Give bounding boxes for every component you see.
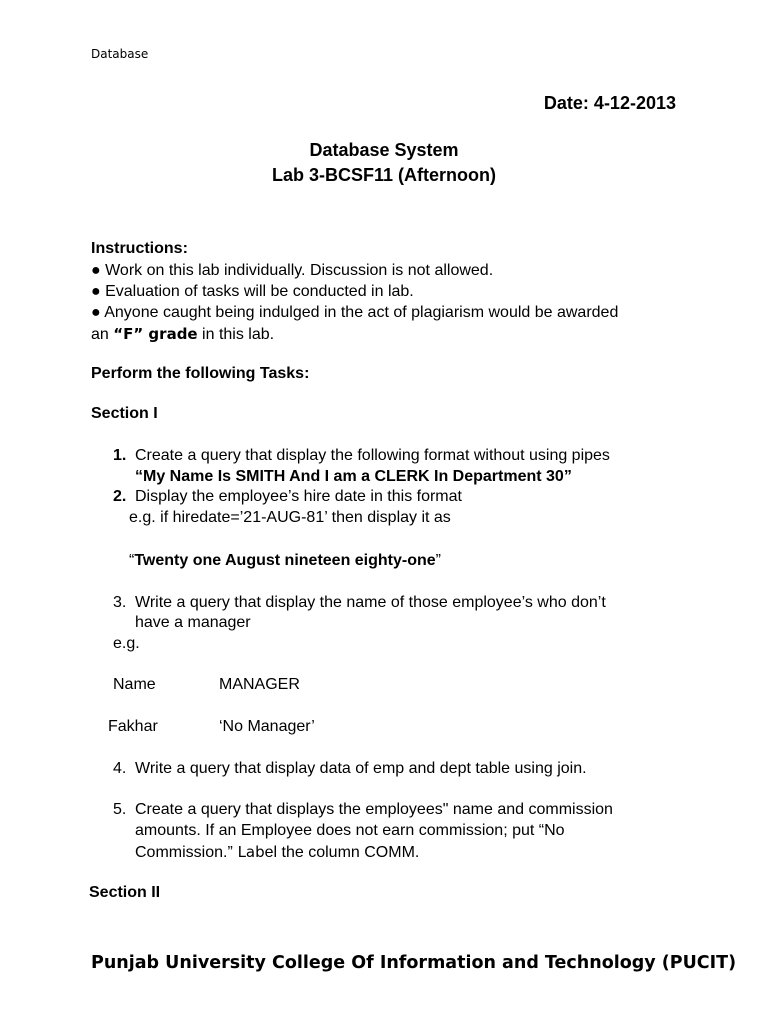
task-text: Write a query that display data of emp and dept table using join. <box>135 760 587 777</box>
inline-text: Lab <box>232 843 265 861</box>
lab-date: Date: 4-12-2013 <box>543 93 676 113</box>
example-row-name: Fakhar <box>108 718 158 735</box>
task-number: 1. <box>113 447 127 464</box>
inline-text: an <box>91 326 114 343</box>
instruction-item: ● Work on this lab individually. Discussion is not allowed. <box>91 262 494 279</box>
task-item <box>113 801 613 819</box>
page-footer: Punjab University College Of Information and Technology (PUCIT) <box>91 953 737 973</box>
task-item <box>113 447 610 465</box>
task-text-continuation <box>135 843 419 862</box>
inline-text: el the column COMM. <box>264 844 420 861</box>
task-number: 2. <box>113 488 127 505</box>
inline-text: Commission.” <box>135 844 233 861</box>
doc-subtitle: Lab 3-BCSF11 (Afternoon) <box>271 165 496 185</box>
instruction-continuation <box>91 325 274 344</box>
task-item <box>113 594 606 612</box>
doc-title: Database System <box>309 140 459 160</box>
quote-mark: ” <box>435 552 441 569</box>
quote-mark: “ <box>129 552 135 569</box>
section-heading: Section I <box>91 405 158 422</box>
task-text: Write a query that display the name of those employee’s who don’t <box>135 594 606 611</box>
tasks-heading: Perform the following Tasks: <box>91 365 310 382</box>
task-number: 3. <box>113 594 127 611</box>
quote-text: Twenty one August nineteen eighty-one <box>134 552 436 569</box>
grade-emphasis: “F” grade <box>113 325 198 343</box>
task-item <box>113 488 462 506</box>
instructions-heading: Instructions: <box>91 240 188 257</box>
task-text-continuation: amounts. If an Employee does not earn commission; put “No <box>135 822 565 839</box>
example-label: e.g. <box>113 635 140 652</box>
task-number: 5. <box>113 801 127 818</box>
section-heading: Section II <box>89 884 161 901</box>
instruction-item: ● Evaluation of tasks will be conducted in lab. <box>91 283 414 300</box>
example-col-name: Name <box>113 676 156 693</box>
task-text: Display the employee’s hire date in this format <box>135 488 462 505</box>
instruction-item: ● Anyone caught being indulged in the act of plagiarism would be awarded <box>91 304 619 321</box>
task-text: Create a query that display the following format without using pipes <box>135 447 610 464</box>
task-text-continuation: have a manager <box>135 614 251 631</box>
inline-text: in this lab. <box>197 326 275 343</box>
task-example-quote <box>129 552 441 570</box>
task-number: 4. <box>113 760 127 777</box>
example-col-manager: MANAGER <box>219 676 300 693</box>
task-example: e.g. if hiredate=’21-AUG-81’ then display it as <box>129 509 451 526</box>
example-row-manager: ‘No Manager’ <box>219 718 315 735</box>
running-header: Database <box>91 47 149 61</box>
task-example-bold: “My Name Is SMITH And I am a CLERK In Department 30” <box>135 468 572 485</box>
task-text: Create a query that displays the employees" name and commission <box>135 801 613 818</box>
task-item <box>113 760 587 778</box>
